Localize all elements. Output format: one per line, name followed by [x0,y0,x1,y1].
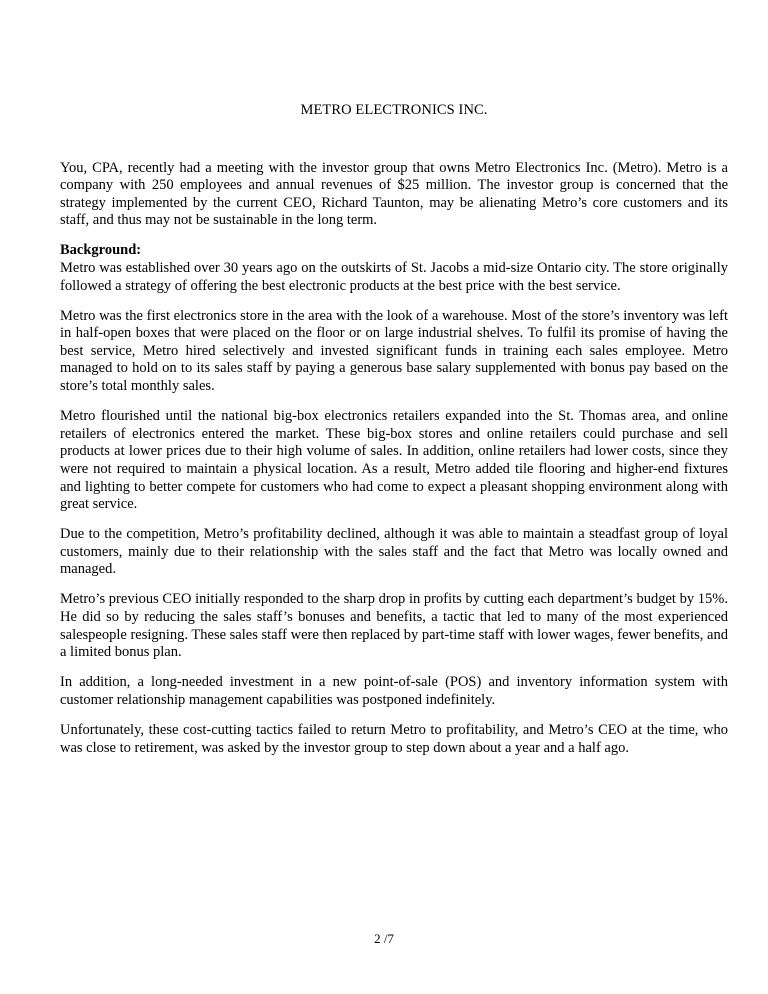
background-paragraph-7: Unfortunately, these cost-cutting tactics failed to return Metro to profitability, and Metro’s CEO at the time, who was close to retirement, was asked by the investor group to step down about a year and a half ago. [60,722,728,756]
page-title: METRO ELECTRONICS INC. [300,102,488,118]
background-paragraph-6: In addition, a long-needed investment in a new point-of-sale (POS) and inventory information system with customer relationship management capabilities was postponed indefinitely. [60,674,728,708]
background-paragraph-4: Due to the competition, Metro’s profitability declined, although it was able to maintain a steadfast group of loyal customers, mainly due to their relationship with the sales staff and the fact that Metro was locally owned and managed. [60,526,728,578]
document-body [60,0,728,757]
page-number-footer: 2 /7 [374,931,394,946]
background-paragraph-2: Metro was the first electronics store in the area with the look of a warehouse. Most of the store’s inventory was left in half-open boxes that were placed on the floor or on large industrial shelves. To fulfil its promise of having the best service, Metro hired selectively and invested significant funds in training each sales employee. Metro managed to hold on to its sales staff by paying a generous base salary supplemented with bonus pay based on the store’s total monthly sales. [60,307,728,395]
background-paragraph-5: Metro’s previous CEO initially responded to the sharp drop in profits by cutting each department’s budget by 15%. He did so by reducing the sales staff’s bonuses and benefits, a tactic that led to many of the most experienced salespeople resigning. These sales staff were then replaced by part-time staff with lower wages, fewer benefits, and a limited bonus plan. [60,591,728,661]
background-heading: Background: [60,242,142,259]
intro-paragraph: You, CPA, recently had a meeting with the investor group that owns Metro Electronics Inc. (Metro). Metro is a company with 250 employees and annual revenues of $25 million. The investor group is concerned that the strategy implemented by the current CEO, Richard Taunton, may be alienating Metro’s core customers and its staff, and thus may not be sustainable in the long term. [60,159,728,229]
background-paragraph-3: Metro flourished until the national big-box electronics retailers expanded into the St. Thomas area, and online retailers of electronics entered the market. These big-box stores and online retailers could purchase and sell products at lower prices due to their high volume of sales. In addition, online retailers had lower costs, since they were not required to maintain a physical location. As a result, Metro added tile flooring and higher-end fixtures and lighting to better compete for customers who had come to expect a pleasant shopping environment along with great service. [60,408,728,513]
background-paragraph-1: Metro was established over 30 years ago on the outskirts of St. Jacobs a mid-size Ontario city. The store originally followed a strategy of offering the best electronic products at the best price with the best service. [60,259,728,294]
